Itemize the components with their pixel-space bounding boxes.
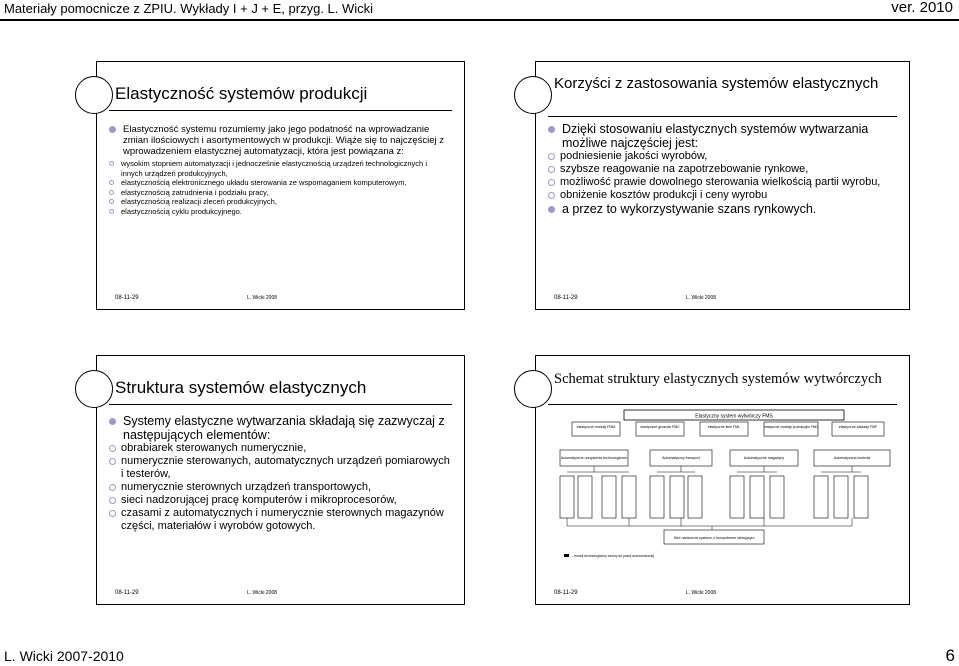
sub-bullet-item: czasami z automatycznych i numerycznie sterownych magazynów części, materiałów i wyrobów gotowych. <box>109 507 450 533</box>
sub-bullet-item: elastycznością realizacji zleceń produkcyjnych, <box>109 197 450 207</box>
diagram-magazyny: Automatyczne magazyny <box>743 456 785 460</box>
slide-title: Schemat struktury elastycznych systemów wytwórczych <box>554 371 882 387</box>
header-title: Materiały pomocnicze z ZPIU. Wykłady I + J + E, przyg. L. Wicki <box>4 1 374 16</box>
footer-author: L. Wicki 2007-2010 <box>4 648 124 664</box>
diagram-fmc: elastyczne gniazda FMC <box>640 425 680 429</box>
fms-structure-diagram <box>552 408 897 568</box>
slide-decoration-circle <box>75 76 113 114</box>
sub-bullet-item: wysokim stopniem automatyzacji i jednocześnie elastycznością urządzeń technologicznych i innych urządzeń produkcyjnych, <box>109 159 450 178</box>
bullet-list <box>548 122 895 216</box>
bullet-item: Elastyczność systemu rozumiemy jako jego podatność na wprowadzanie zmian ilościowych i asortymentowych w produkcji. Wiąże się to najczęściej z wprowadzeniem elastycznej automatyzacji, która jest powiązana z: <box>109 124 450 157</box>
diagram-fmm: elastyczne moduły FMM <box>576 425 616 429</box>
sub-bullet-item: elastycznością cyklu produkcyjnego. <box>109 207 450 217</box>
header-version: ver. 2010 <box>891 0 953 16</box>
title-underline <box>109 404 452 405</box>
slide-decoration-circle <box>75 370 113 408</box>
title-underline <box>548 404 897 405</box>
slide-title: Struktura systemów elastycznych <box>115 378 367 397</box>
diagram-row2 <box>560 450 890 466</box>
diagram-legend-marker <box>564 554 569 557</box>
diagram-fmd: elastyczne oddziały produkcyjne FMD <box>764 425 818 429</box>
slide-date: 08-11-29 <box>554 590 578 596</box>
slide-author: L. Wicki 2008 <box>686 295 717 301</box>
diagram-row3 <box>560 476 868 518</box>
sub-bullet-item: szybsze reagowanie na zapotrzebowanie rynkowe, <box>548 163 895 176</box>
slide-2 <box>535 61 910 310</box>
sub-bullet-item: możliwość prawie dowolnego sterowania wielkością partii wyrobu, <box>548 176 895 189</box>
diagram-legend-text: - moduł technologiczny zdolny do pracy autonomicznej <box>572 554 655 558</box>
sub-bullet-item: numerycznie sterowanych, automatycznych urządzeń pomiarowych i testerów, <box>109 455 450 481</box>
title-underline <box>109 110 452 111</box>
sub-bullet-item: podniesienie jakości wyrobów, <box>548 150 895 163</box>
title-underline <box>548 116 897 117</box>
header-divider <box>0 19 959 21</box>
sub-bullet-item: elastycznością elektronicznego układu sterowania ze wspomaganiem komputerowym, <box>109 178 450 188</box>
diagram-fmf: elastyczne zakłady FMF <box>838 425 878 429</box>
diagram-kontrola: Automatyczna kontrola <box>833 456 871 460</box>
slide-date: 08-11-29 <box>115 590 139 596</box>
bullet-item: Systemy elastyczne wytwarzania składają się zazwyczaj z następujących elementów: <box>109 414 450 442</box>
slide-title: Elastyczność systemów produkcji <box>115 84 368 103</box>
sub-bullet-item: obrabiarek sterowanych numerycznie, <box>109 442 450 455</box>
bullet-item: Dzięki stosowaniu elastycznych systemów wytwarzania możliwe najczęściej jest: <box>548 122 895 150</box>
sub-bullet-item: sieci nadzorującej pracę komputerów i mikroprocesorów, <box>109 494 450 507</box>
diagram-fml: elastyczne linie FML <box>707 425 741 429</box>
sub-bullet-item: elastycznością zatrudnienia i podziału pracy, <box>109 188 450 198</box>
sub-bullet-item: obniżenie kosztów produkcji i ceny wyrobu <box>548 189 895 202</box>
slide-title: Korzyści z zastosowania systemów elastycznych <box>554 75 879 92</box>
diagram-top-label: Elastyczny system wytwórczy FMS <box>695 413 773 420</box>
bullet-list <box>109 124 450 216</box>
slide-date: 08-11-29 <box>554 295 578 301</box>
slide-3 <box>96 355 465 605</box>
page-number: 6 <box>945 646 955 665</box>
diagram-bottom-label: Sieć nadzorcza systemu z komputerem sterującym <box>673 536 755 540</box>
slide-decoration-circle <box>514 370 552 408</box>
slide-4 <box>535 355 910 605</box>
diagram-row1 <box>572 422 884 436</box>
slide-decoration-circle <box>514 76 552 114</box>
diagram-transport: Automatyczny transport <box>662 456 700 460</box>
slide-author: L. Wicki 2008 <box>247 590 278 596</box>
diagram-tech: Automatyczne urządzenia technologiczne <box>560 456 628 460</box>
slide-author: L. Wicki 2008 <box>247 295 278 301</box>
slide-1 <box>96 61 465 310</box>
sub-bullet-item: numerycznie sterownych urządzeń transportowych, <box>109 481 450 494</box>
bullet-list <box>109 414 450 533</box>
slide-author: L. Wicki 2008 <box>686 590 717 596</box>
slide-date: 08-11-29 <box>115 295 139 301</box>
bullet-item: a przez to wykorzystywanie szans rynkowych. <box>548 202 895 216</box>
